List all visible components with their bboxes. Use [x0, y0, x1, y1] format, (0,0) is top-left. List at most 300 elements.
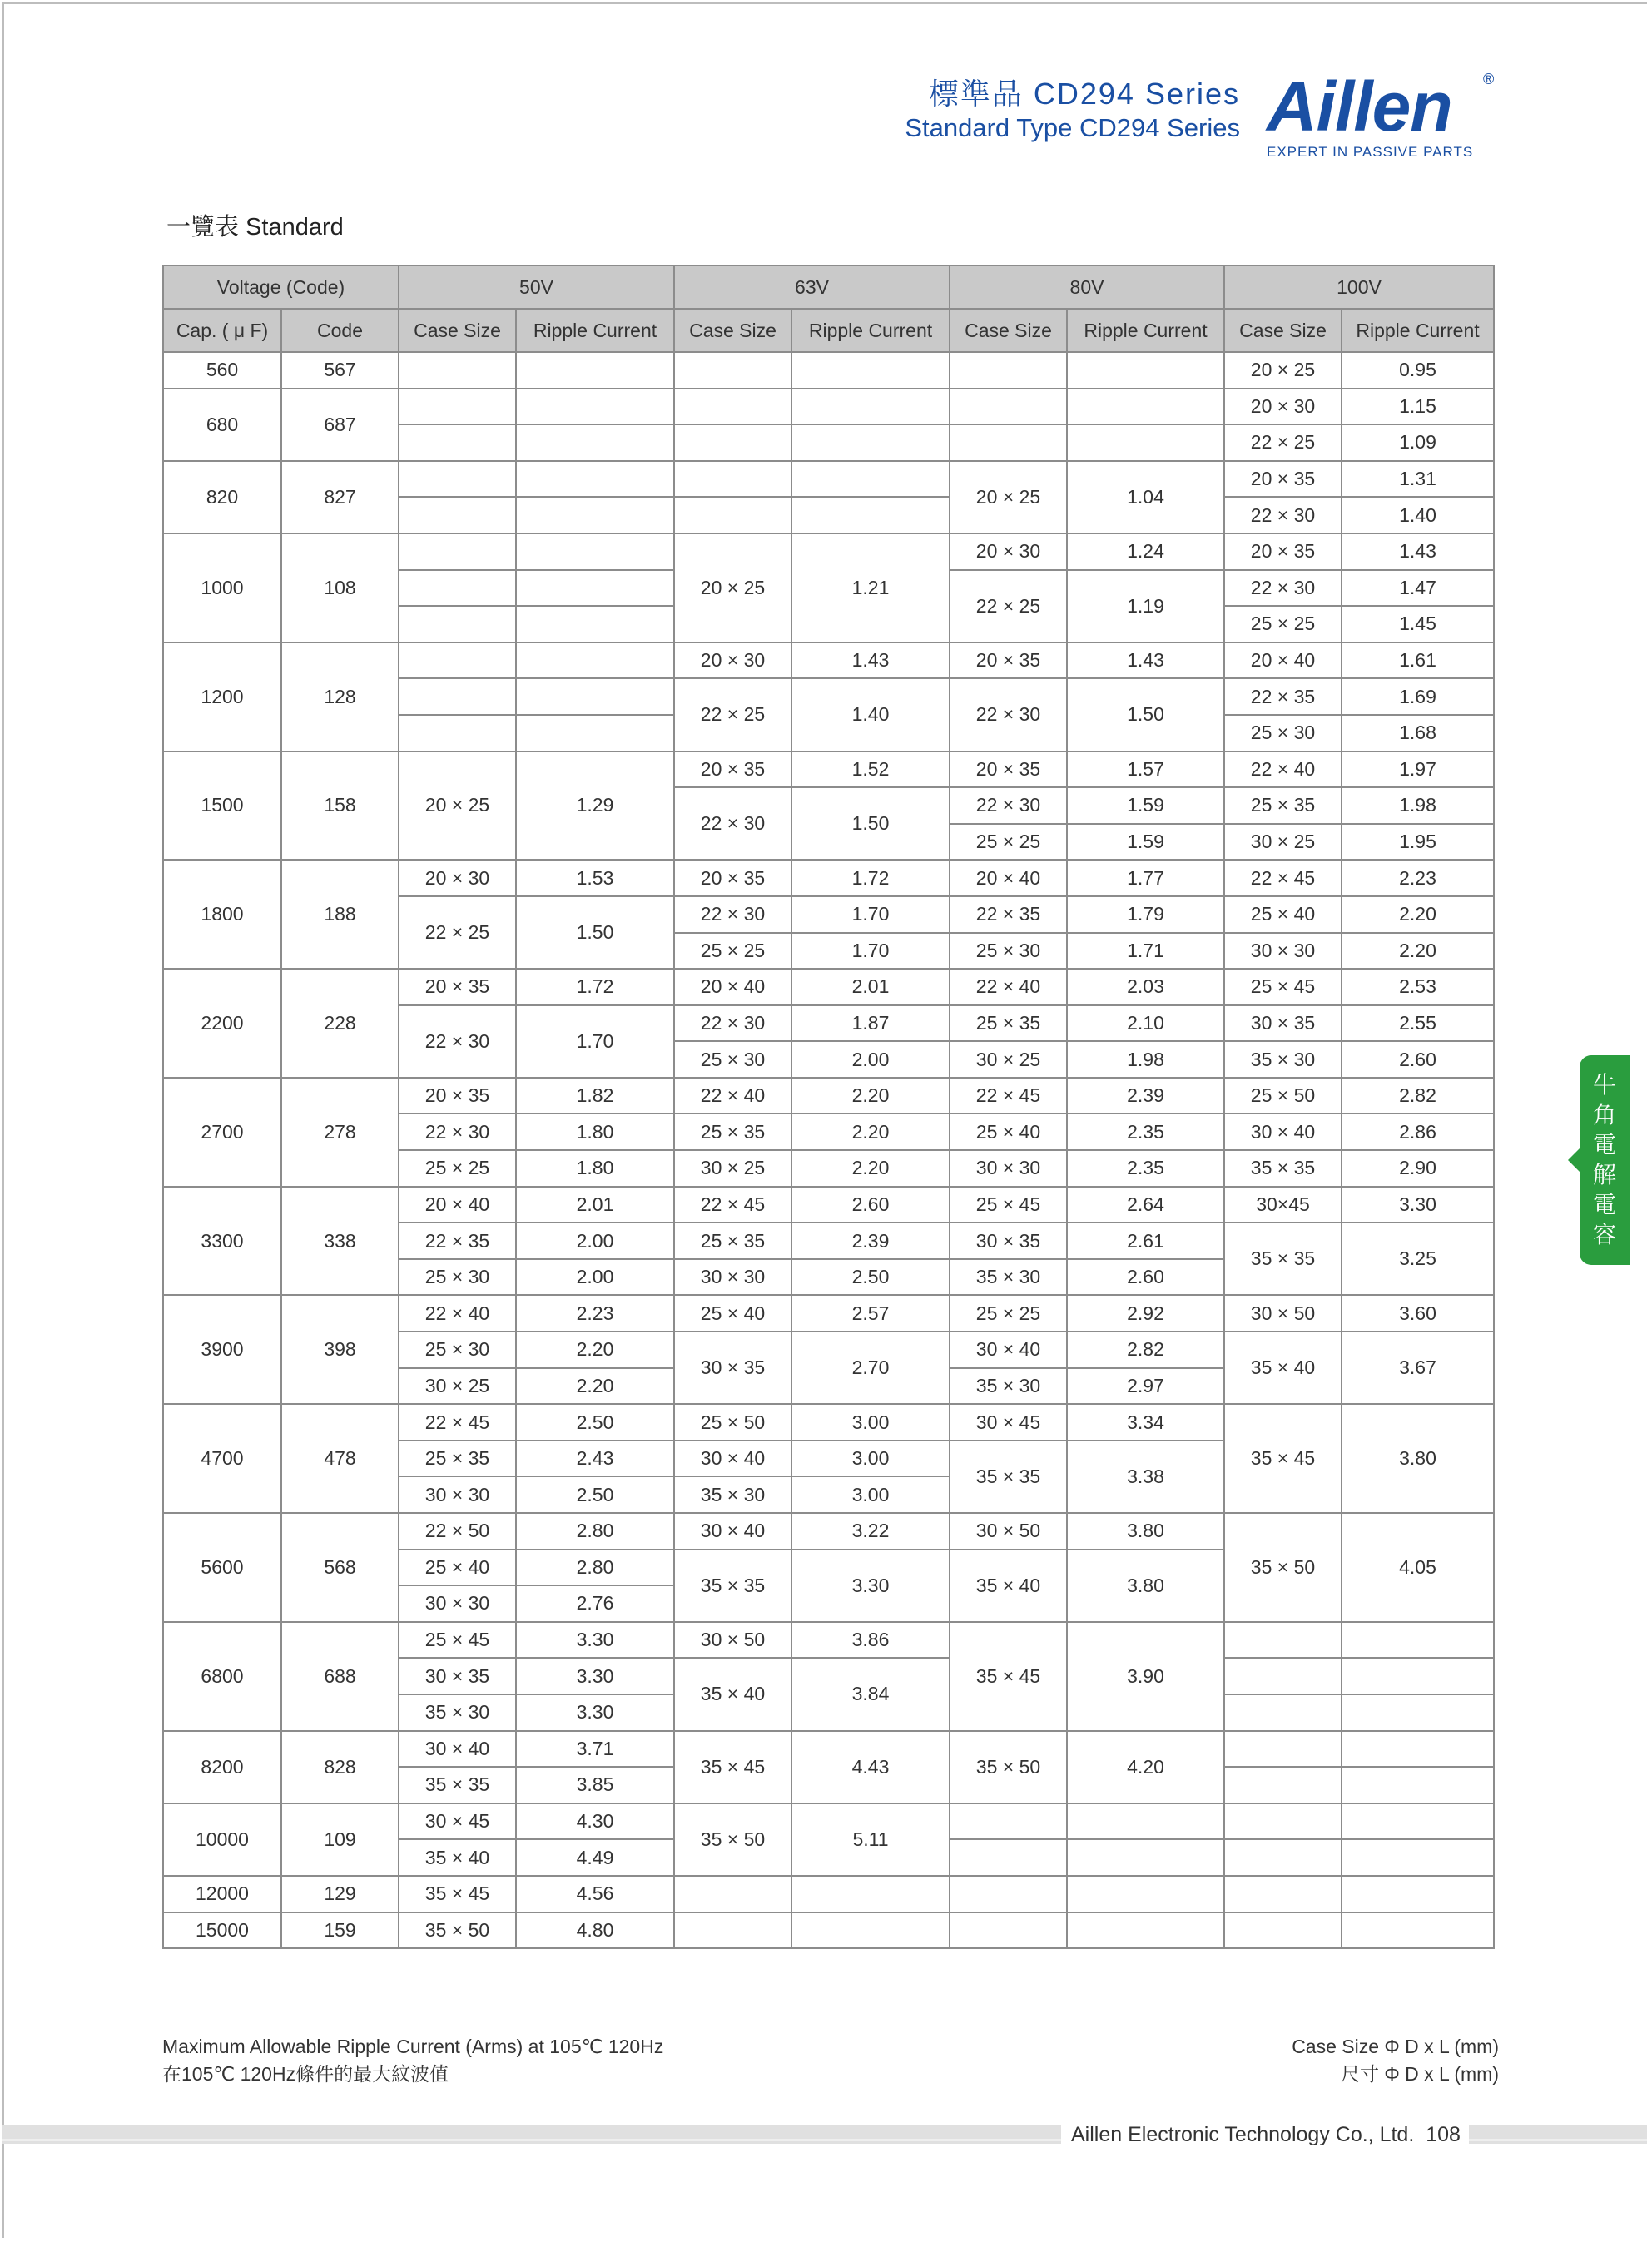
- table-row: [163, 1404, 1494, 1441]
- cap-code-cell: 478: [281, 1404, 399, 1513]
- ripple-80v-cell: 1.71: [1067, 933, 1224, 970]
- case-size-80v-cell: 25 × 45: [950, 1187, 1067, 1223]
- capacitance-cell: 1800: [163, 860, 281, 969]
- cap-code-cell: 828: [281, 1731, 399, 1803]
- ripple-50v-cell: 3.30: [516, 1658, 674, 1694]
- case-size-63v-cell: 20 × 35: [674, 860, 791, 896]
- ripple-100v-cell: 1.40: [1342, 497, 1494, 533]
- case-size-80v-cell: 20 × 35: [950, 751, 1067, 788]
- case-size-50v-cell: 22 × 40: [399, 1295, 516, 1332]
- ripple-50v-cell: 2.23: [516, 1295, 674, 1332]
- case-size-63v-cell: [674, 497, 791, 533]
- case-size-50v-cell: 30 × 35: [399, 1658, 516, 1694]
- capacitance-cell: 8200: [163, 1731, 281, 1803]
- case-size-63v-cell: 35 × 40: [674, 1658, 791, 1730]
- case-size-50v-cell: 30 × 40: [399, 1731, 516, 1768]
- ripple-50v-cell: [516, 533, 674, 570]
- case-size-header: Case Size: [950, 309, 1067, 352]
- case-size-80v-cell: [950, 1876, 1067, 1912]
- case-size-80v-cell: 35 × 45: [950, 1622, 1067, 1731]
- ripple-63v-cell: [791, 352, 950, 389]
- case-size-50v-cell: 20 × 35: [399, 1078, 516, 1114]
- case-size-100v-cell: 25 × 25: [1224, 606, 1342, 642]
- ripple-50v-cell: 2.76: [516, 1585, 674, 1622]
- case-size-50v-cell: 25 × 40: [399, 1550, 516, 1586]
- ripple-50v-cell: 2.00: [516, 1259, 674, 1296]
- case-size-63v-cell: 22 × 30: [674, 1005, 791, 1042]
- case-size-80v-cell: 30 × 25: [950, 1041, 1067, 1078]
- ripple-63v-cell: 2.50: [791, 1259, 950, 1296]
- ripple-80v-cell: 4.20: [1067, 1731, 1224, 1803]
- side-tab-char: 電: [1592, 1132, 1616, 1158]
- case-size-80v-cell: 22 × 35: [950, 896, 1067, 933]
- ripple-80v-cell: 1.19: [1067, 570, 1224, 642]
- case-size-80v-cell: 25 × 25: [950, 824, 1067, 861]
- ripple-100v-cell: 1.69: [1342, 678, 1494, 715]
- case-size-80v-cell: 35 × 35: [950, 1441, 1067, 1513]
- ripple-80v-cell: 1.43: [1067, 642, 1224, 679]
- ripple-50v-cell: 2.20: [516, 1368, 674, 1405]
- case-size-50v-cell: [399, 424, 516, 461]
- ripple-63v-cell: 5.11: [791, 1803, 950, 1876]
- ripple-63v-cell: 2.20: [791, 1078, 950, 1114]
- category-side-tab[interactable]: [1580, 1055, 1630, 1265]
- case-size-63v-cell: 35 × 45: [674, 1731, 791, 1803]
- table-row: [163, 461, 1494, 498]
- ripple-100v-cell: 4.05: [1342, 1513, 1494, 1622]
- case-size-100v-cell: [1224, 1803, 1342, 1840]
- ripple-63v-cell: 1.40: [791, 678, 950, 751]
- ripple-80v-cell: 2.03: [1067, 969, 1224, 1005]
- header-row-columns: [163, 309, 1494, 352]
- case-size-50v-cell: 20 × 25: [399, 751, 516, 861]
- ripple-50v-cell: [516, 389, 674, 425]
- ripple-100v-cell: 2.82: [1342, 1078, 1494, 1114]
- case-size-63v-cell: 30 × 35: [674, 1332, 791, 1404]
- side-tab-char: 容: [1592, 1222, 1616, 1247]
- capacitance-cell: 560: [163, 352, 281, 389]
- capacitance-cell: 15000: [163, 1912, 281, 1949]
- ripple-63v-cell: 2.00: [791, 1041, 950, 1078]
- case-size-80v-cell: 22 × 45: [950, 1078, 1067, 1114]
- ripple-80v-cell: 3.90: [1067, 1622, 1224, 1731]
- case-size-100v-cell: 35 × 35: [1224, 1150, 1342, 1187]
- table-row: [163, 1187, 1494, 1223]
- case-size-100v-cell: 25 × 40: [1224, 896, 1342, 933]
- cap-code-cell: 568: [281, 1513, 399, 1622]
- case-size-100v-cell: [1224, 1876, 1342, 1912]
- case-size-50v-cell: 20 × 30: [399, 860, 516, 896]
- ripple-63v-cell: 1.43: [791, 642, 950, 679]
- case-size-50v-cell: 22 × 35: [399, 1223, 516, 1259]
- case-size-note-zh: 尺寸 Φ D x L (mm): [1341, 2063, 1499, 2085]
- ripple-100v-cell: 0.95: [1342, 352, 1494, 389]
- ripple-50v-cell: 1.53: [516, 860, 674, 896]
- ripple-50v-cell: 2.80: [516, 1513, 674, 1550]
- ripple-80v-cell: 3.34: [1067, 1404, 1224, 1441]
- ripple-80v-cell: 2.35: [1067, 1150, 1224, 1187]
- case-size-63v-cell: 30 × 40: [674, 1441, 791, 1477]
- ripple-80v-cell: 3.80: [1067, 1550, 1224, 1622]
- capacitance-cell: 1000: [163, 533, 281, 642]
- title-en: Standard Type CD294 Series: [905, 113, 1240, 142]
- case-size-50v-cell: 22 × 45: [399, 1404, 516, 1441]
- voltage-100v-header: 100V: [1224, 265, 1494, 309]
- case-size-50v-cell: [399, 352, 516, 389]
- ripple-header: Ripple Current: [1342, 309, 1494, 352]
- ripple-63v-cell: 3.22: [791, 1513, 950, 1550]
- ripple-100v-cell: [1342, 1876, 1494, 1912]
- case-size-80v-cell: [950, 1912, 1067, 1949]
- ripple-80v-cell: [1067, 1839, 1224, 1876]
- case-size-50v-cell: [399, 389, 516, 425]
- cap-code-cell: 278: [281, 1078, 399, 1187]
- table-row: [163, 751, 1494, 788]
- ripple-100v-cell: 1.98: [1342, 787, 1494, 824]
- case-size-100v-cell: 20 × 40: [1224, 642, 1342, 679]
- case-size-80v-cell: 25 × 35: [950, 1005, 1067, 1042]
- case-size-100v-cell: 22 × 30: [1224, 570, 1342, 607]
- case-size-50v-cell: 22 × 25: [399, 896, 516, 969]
- case-size-63v-cell: 22 × 45: [674, 1187, 791, 1223]
- ripple-note-en: Maximum Allowable Ripple Current (Arms) at 105℃ 120Hz: [162, 2036, 664, 2057]
- case-size-63v-cell: 30 × 50: [674, 1622, 791, 1659]
- case-size-63v-cell: 35 × 50: [674, 1803, 791, 1876]
- case-size-100v-cell: 22 × 25: [1224, 424, 1342, 461]
- case-size-50v-cell: [399, 497, 516, 533]
- ripple-63v-cell: 2.57: [791, 1295, 950, 1332]
- capacitance-cell: 820: [163, 461, 281, 533]
- case-size-100v-cell: [1224, 1839, 1342, 1876]
- case-size-80v-cell: [950, 389, 1067, 425]
- page-number: 108: [1426, 2123, 1461, 2146]
- case-size-50v-cell: 30 × 45: [399, 1803, 516, 1840]
- ripple-50v-cell: 1.82: [516, 1078, 674, 1114]
- case-size-80v-cell: 30 × 30: [950, 1150, 1067, 1187]
- ripple-50v-cell: [516, 424, 674, 461]
- ripple-63v-cell: 2.20: [791, 1150, 950, 1187]
- case-size-50v-cell: [399, 570, 516, 607]
- ripple-80v-cell: 2.82: [1067, 1332, 1224, 1368]
- case-size-63v-cell: [674, 1912, 791, 1949]
- table-row: [163, 389, 1494, 425]
- capacitance-cell: 3900: [163, 1295, 281, 1404]
- case-size-100v-cell: 30 × 30: [1224, 933, 1342, 970]
- ripple-80v-cell: [1067, 352, 1224, 389]
- capacitance-cell: 12000: [163, 1876, 281, 1912]
- cap-code-cell: 688: [281, 1622, 399, 1731]
- ripple-50v-cell: [516, 570, 674, 607]
- case-size-100v-cell: 22 × 45: [1224, 860, 1342, 896]
- case-size-80v-cell: 35 × 30: [950, 1368, 1067, 1405]
- case-size-80v-cell: 22 × 30: [950, 678, 1067, 751]
- case-size-100v-cell: [1224, 1658, 1342, 1694]
- ripple-80v-cell: [1067, 389, 1224, 425]
- table-row: [163, 1078, 1494, 1114]
- case-size-63v-cell: [674, 352, 791, 389]
- cap-code-cell: 159: [281, 1912, 399, 1949]
- case-size-100v-cell: [1224, 1767, 1342, 1803]
- case-size-50v-cell: 30 × 30: [399, 1476, 516, 1513]
- footer-company: Aillen Electronic Technology Co., Ltd.: [1071, 2123, 1415, 2146]
- ripple-100v-cell: 1.61: [1342, 642, 1494, 679]
- cap-code-cell: 687: [281, 389, 399, 461]
- case-size-50v-cell: 30 × 25: [399, 1368, 516, 1405]
- case-size-50v-cell: 22 × 30: [399, 1114, 516, 1150]
- table-row: [163, 969, 1494, 1005]
- ripple-100v-cell: 2.23: [1342, 860, 1494, 896]
- ripple-100v-cell: 1.47: [1342, 570, 1494, 607]
- ripple-100v-cell: 2.20: [1342, 896, 1494, 933]
- case-size-50v-cell: 25 × 25: [399, 1150, 516, 1187]
- case-size-50v-cell: 35 × 40: [399, 1839, 516, 1876]
- header-titles: [882, 77, 1240, 145]
- case-size-63v-cell: 25 × 50: [674, 1404, 791, 1441]
- case-size-50v-cell: 25 × 35: [399, 1441, 516, 1477]
- case-size-header: Case Size: [399, 309, 516, 352]
- ripple-100v-cell: 1.95: [1342, 824, 1494, 861]
- ripple-50v-cell: 3.71: [516, 1731, 674, 1768]
- capacitance-cell: 1200: [163, 642, 281, 751]
- ripple-50v-cell: 4.56: [516, 1876, 674, 1912]
- case-size-80v-cell: [950, 352, 1067, 389]
- ripple-50v-cell: 1.70: [516, 1005, 674, 1078]
- registered-mark: ®: [1483, 71, 1495, 87]
- case-size-63v-cell: 25 × 30: [674, 1041, 791, 1078]
- case-size-100v-cell: 20 × 35: [1224, 461, 1342, 498]
- ripple-63v-cell: 3.86: [791, 1622, 950, 1659]
- ripple-80v-cell: 2.92: [1067, 1295, 1224, 1332]
- ripple-80v-cell: 2.35: [1067, 1114, 1224, 1150]
- title-zh: 標準品 CD294 Series: [928, 77, 1240, 111]
- cap-code-cell: 129: [281, 1876, 399, 1912]
- case-size-50v-cell: [399, 715, 516, 751]
- capacitance-cell: 4700: [163, 1404, 281, 1513]
- ripple-80v-cell: 2.61: [1067, 1223, 1224, 1259]
- case-size-80v-cell: 22 × 40: [950, 969, 1067, 1005]
- ripple-80v-cell: 1.79: [1067, 896, 1224, 933]
- ripple-50v-cell: 2.43: [516, 1441, 674, 1477]
- ripple-80v-cell: 1.59: [1067, 787, 1224, 824]
- case-size-100v-cell: 35 × 35: [1224, 1223, 1342, 1295]
- table-row: [163, 1803, 1494, 1840]
- case-size-63v-cell: 25 × 40: [674, 1295, 791, 1332]
- case-size-100v-cell: 20 × 35: [1224, 533, 1342, 570]
- cap-code-cell: 109: [281, 1803, 399, 1876]
- ripple-63v-cell: [791, 424, 950, 461]
- case-size-63v-cell: 22 × 25: [674, 678, 791, 751]
- case-size-50v-cell: 35 × 35: [399, 1767, 516, 1803]
- case-size-80v-cell: 30 × 50: [950, 1513, 1067, 1550]
- case-size-63v-cell: 25 × 25: [674, 933, 791, 970]
- ripple-80v-cell: 3.38: [1067, 1441, 1224, 1513]
- voltage-code-header: Voltage (Code): [163, 265, 399, 309]
- ripple-note-zh: 在105℃ 120Hz條件的最大紋波值: [162, 2063, 449, 2085]
- table-row: [163, 352, 1494, 389]
- cap-code-cell: 827: [281, 461, 399, 533]
- voltage-63v-header: 63V: [674, 265, 950, 309]
- table-row: [163, 1731, 1494, 1768]
- case-size-100v-cell: 22 × 30: [1224, 497, 1342, 533]
- case-size-80v-cell: 30 × 35: [950, 1223, 1067, 1259]
- ripple-50v-cell: 2.01: [516, 1187, 674, 1223]
- case-size-100v-cell: [1224, 1622, 1342, 1659]
- case-size-note: [1232, 2033, 1499, 2088]
- ripple-63v-cell: 3.00: [791, 1441, 950, 1477]
- capacitance-cell: 3300: [163, 1187, 281, 1296]
- cap-code-cell: 128: [281, 642, 399, 751]
- header-row-voltage: [163, 265, 1494, 309]
- case-size-50v-cell: [399, 461, 516, 498]
- voltage-80v-header: 80V: [950, 265, 1224, 309]
- ripple-note: [162, 2033, 663, 2088]
- case-size-63v-cell: 30 × 25: [674, 1150, 791, 1187]
- ripple-80v-cell: [1067, 1803, 1224, 1840]
- case-size-63v-cell: 22 × 30: [674, 896, 791, 933]
- ripple-50v-cell: 1.72: [516, 969, 674, 1005]
- ripple-100v-cell: [1342, 1658, 1494, 1694]
- ripple-63v-cell: [791, 389, 950, 425]
- case-size-header: Case Size: [674, 309, 791, 352]
- case-size-80v-cell: 20 × 25: [950, 461, 1067, 533]
- case-size-63v-cell: [674, 461, 791, 498]
- table-row: [163, 1513, 1494, 1550]
- cap-code-cell: 188: [281, 860, 399, 969]
- case-size-63v-cell: 30 × 40: [674, 1513, 791, 1550]
- case-size-50v-cell: 25 × 30: [399, 1259, 516, 1296]
- ripple-63v-cell: 2.20: [791, 1114, 950, 1150]
- ripple-100v-cell: [1342, 1803, 1494, 1840]
- case-size-63v-cell: 20 × 35: [674, 751, 791, 788]
- table-header: [163, 265, 1494, 352]
- case-size-100v-cell: 35 × 30: [1224, 1041, 1342, 1078]
- case-size-50v-cell: 30 × 30: [399, 1585, 516, 1622]
- case-size-50v-cell: [399, 533, 516, 570]
- ripple-63v-cell: [791, 1912, 950, 1949]
- case-size-63v-cell: [674, 389, 791, 425]
- table-row: [163, 1295, 1494, 1332]
- ripple-63v-cell: 1.50: [791, 787, 950, 860]
- ripple-80v-cell: [1067, 1912, 1224, 1949]
- cap-code-cell: 567: [281, 352, 399, 389]
- ripple-80v-cell: 2.60: [1067, 1259, 1224, 1296]
- ripple-80v-cell: 1.50: [1067, 678, 1224, 751]
- ripple-50v-cell: 2.00: [516, 1223, 674, 1259]
- ripple-63v-cell: 4.43: [791, 1731, 950, 1803]
- ripple-63v-cell: 2.60: [791, 1187, 950, 1223]
- case-size-100v-cell: [1224, 1694, 1342, 1731]
- case-size-100v-cell: 35 × 40: [1224, 1332, 1342, 1404]
- ripple-63v-cell: 1.70: [791, 933, 950, 970]
- ripple-100v-cell: 1.31: [1342, 461, 1494, 498]
- table-row: [163, 1876, 1494, 1912]
- case-size-80v-cell: 20 × 40: [950, 860, 1067, 896]
- case-size-50v-cell: [399, 678, 516, 715]
- ripple-100v-cell: 2.90: [1342, 1150, 1494, 1187]
- case-size-note-en: Case Size Φ D x L (mm): [1292, 2036, 1499, 2057]
- capacitance-cell: 680: [163, 389, 281, 461]
- case-size-100v-cell: 30 × 35: [1224, 1005, 1342, 1042]
- ripple-100v-cell: [1342, 1694, 1494, 1731]
- ripple-80v-cell: 2.39: [1067, 1078, 1224, 1114]
- case-size-80v-cell: 22 × 25: [950, 570, 1067, 642]
- case-size-100v-cell: [1224, 1912, 1342, 1949]
- spec-table: [162, 265, 1495, 1949]
- case-size-50v-cell: 20 × 40: [399, 1187, 516, 1223]
- capacitance-cell: 5600: [163, 1513, 281, 1622]
- case-size-50v-cell: 25 × 30: [399, 1332, 516, 1368]
- ripple-50v-cell: 1.50: [516, 896, 674, 969]
- case-size-100v-cell: 20 × 25: [1224, 352, 1342, 389]
- ripple-50v-cell: 3.85: [516, 1767, 674, 1803]
- ripple-63v-cell: 2.39: [791, 1223, 950, 1259]
- case-size-80v-cell: 25 × 25: [950, 1295, 1067, 1332]
- case-size-100v-cell: 22 × 40: [1224, 751, 1342, 788]
- case-size-header: Case Size: [1224, 309, 1342, 352]
- case-size-50v-cell: 22 × 30: [399, 1005, 516, 1078]
- case-size-100v-cell: 22 × 35: [1224, 678, 1342, 715]
- ripple-100v-cell: 3.80: [1342, 1404, 1494, 1513]
- case-size-100v-cell: 20 × 30: [1224, 389, 1342, 425]
- ripple-63v-cell: 3.30: [791, 1550, 950, 1622]
- ripple-80v-cell: [1067, 1876, 1224, 1912]
- case-size-80v-cell: [950, 1839, 1067, 1876]
- capacitance-cell: 10000: [163, 1803, 281, 1876]
- ripple-80v-cell: 1.59: [1067, 824, 1224, 861]
- case-size-63v-cell: [674, 424, 791, 461]
- table-row: [163, 1622, 1494, 1659]
- ripple-50v-cell: [516, 461, 674, 498]
- ripple-50v-cell: 2.80: [516, 1550, 674, 1586]
- code-header: Code: [281, 309, 399, 352]
- cap-code-cell: 398: [281, 1295, 399, 1404]
- case-size-80v-cell: 30 × 45: [950, 1404, 1067, 1441]
- case-size-63v-cell: 20 × 30: [674, 642, 791, 679]
- ripple-80v-cell: 1.98: [1067, 1041, 1224, 1078]
- ripple-50v-cell: 2.50: [516, 1404, 674, 1441]
- ripple-63v-cell: [791, 461, 950, 498]
- case-size-80v-cell: 20 × 35: [950, 642, 1067, 679]
- case-size-100v-cell: 30 × 50: [1224, 1295, 1342, 1332]
- ripple-63v-cell: 1.72: [791, 860, 950, 896]
- cap-code-cell: 108: [281, 533, 399, 642]
- ripple-63v-cell: 2.70: [791, 1332, 950, 1404]
- brand-name: Aillen: [1267, 67, 1452, 146]
- side-tab-char: 角: [1592, 1102, 1616, 1128]
- case-size-80v-cell: 25 × 40: [950, 1114, 1067, 1150]
- brand-logo: [1267, 67, 1495, 161]
- side-tab-char: 牛: [1592, 1072, 1616, 1098]
- ripple-80v-cell: [1067, 424, 1224, 461]
- ripple-80v-cell: 2.64: [1067, 1187, 1224, 1223]
- ripple-63v-cell: 2.01: [791, 969, 950, 1005]
- case-size-50v-cell: 22 × 50: [399, 1513, 516, 1550]
- case-size-63v-cell: 20 × 25: [674, 533, 791, 642]
- ripple-100v-cell: 2.86: [1342, 1114, 1494, 1150]
- ripple-50v-cell: 1.80: [516, 1114, 674, 1150]
- case-size-100v-cell: 35 × 50: [1224, 1513, 1342, 1622]
- ripple-63v-cell: 1.21: [791, 533, 950, 642]
- ripple-63v-cell: 3.00: [791, 1476, 950, 1513]
- ripple-100v-cell: [1342, 1622, 1494, 1659]
- ripple-100v-cell: 2.20: [1342, 933, 1494, 970]
- ripple-100v-cell: 2.60: [1342, 1041, 1494, 1078]
- cap-header: Cap. ( μ F): [163, 309, 281, 352]
- case-size-80v-cell: 22 × 30: [950, 787, 1067, 824]
- table-row: [163, 860, 1494, 896]
- case-size-50v-cell: 35 × 45: [399, 1876, 516, 1912]
- ripple-63v-cell: 3.84: [791, 1658, 950, 1730]
